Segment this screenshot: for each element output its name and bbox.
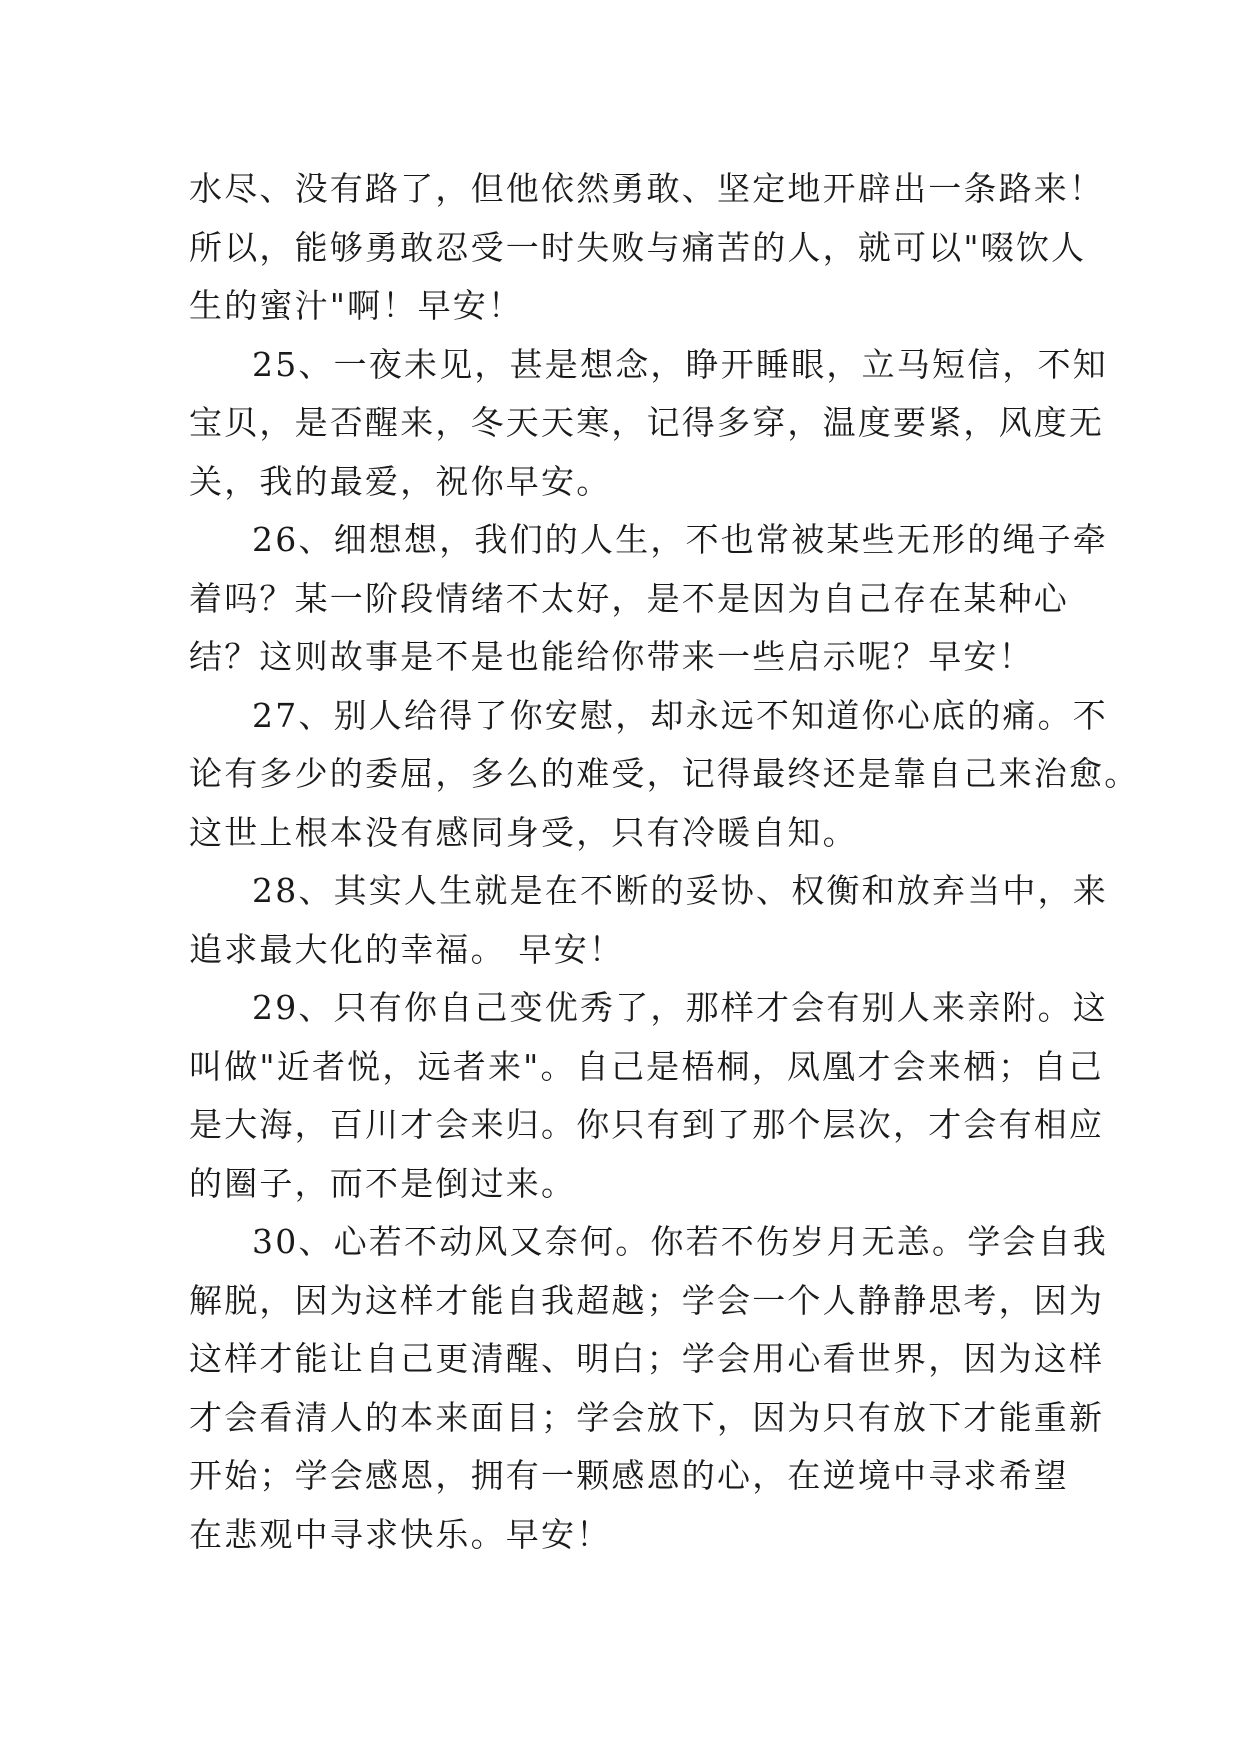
paragraph-25 <box>189 336 1108 512</box>
text-line: 宝贝，是否醒来，冬天天寒，记得多穿，温度要紧，风度无 <box>189 403 1105 442</box>
text-line: 开始；学会感恩，拥有一颗感恩的心，在逆境中寻求希望 <box>189 1456 1069 1495</box>
paragraph-continuation <box>189 160 1105 336</box>
text-line: 是大海，百川才会来归。你只有到了那个层次，才会有相应 <box>189 1105 1105 1144</box>
text-line: 26、细想想，我们的人生，不也常被某些无形的绳子牵 <box>252 520 1108 559</box>
text-line: 论有多少的委屈，多么的难受，记得最终还是靠自己来治愈。 <box>189 754 1140 793</box>
text-line: 着吗？某一阶段情绪不太好，是不是因为自己存在某种心 <box>189 578 1069 618</box>
text-line: 这世上根本没有感同身受，只有冷暖自知。 <box>189 812 858 852</box>
text-line: 解脱，因为这样才能自我超越；学会一个人静静思考，因为 <box>189 1280 1105 1320</box>
text-line: 所以，能够勇敢忍受一时失败与痛苦的人，就可以"啜饮人 <box>189 227 1087 267</box>
paragraph-29 <box>189 979 1108 1213</box>
text-line: 叫做"近者悦，远者来"。自己是梧桐，凤凰才会来栖；自己 <box>189 1046 1104 1086</box>
paragraph-30 <box>189 1213 1108 1564</box>
text-line: 25、一夜未见，甚是想念，睁开睡眼，立马短信，不知 <box>252 344 1108 384</box>
text-line: 29、只有你自己变优秀了，那样才会有别人来亲附。这 <box>252 988 1108 1027</box>
text-line: 才会看清人的本来面目；学会放下，因为只有放下才能重新 <box>189 1397 1105 1437</box>
text-line: 的圈子，而不是倒过来。 <box>189 1163 577 1203</box>
text-line: 在悲观中寻求快乐。早安！ <box>189 1514 612 1554</box>
paragraph-28 <box>189 862 1108 979</box>
paragraph-27 <box>189 687 1140 863</box>
text-line: 生的蜜汁"啊！早安！ <box>189 286 524 325</box>
text-line: 30、心若不动风又奈何。你若不伤岁月无恙。学会自我 <box>252 1222 1108 1261</box>
text-line: 28、其实人生就是在不断的妥协、权衡和放弃当中，来 <box>252 871 1108 910</box>
document-body <box>189 160 1140 1564</box>
text-line: 结？这则故事是不是也能给你带来一些启示呢？早安！ <box>189 637 1034 676</box>
text-line: 追求最大化的幸福。 早安！ <box>189 929 625 969</box>
paragraph-26 <box>189 511 1108 687</box>
text-line: 27、别人给得了你安慰，却永远不知道你心底的痛。不 <box>252 695 1108 735</box>
text-line: 水尽、没有路了，但他依然勇敢、坚定地开辟出一条路来！ <box>189 169 1105 208</box>
text-line: 这样才能让自己更清醒、明白；学会用心看世界，因为这样 <box>189 1339 1105 1378</box>
text-line: 关，我的最爱，祝你早安。 <box>189 461 612 501</box>
